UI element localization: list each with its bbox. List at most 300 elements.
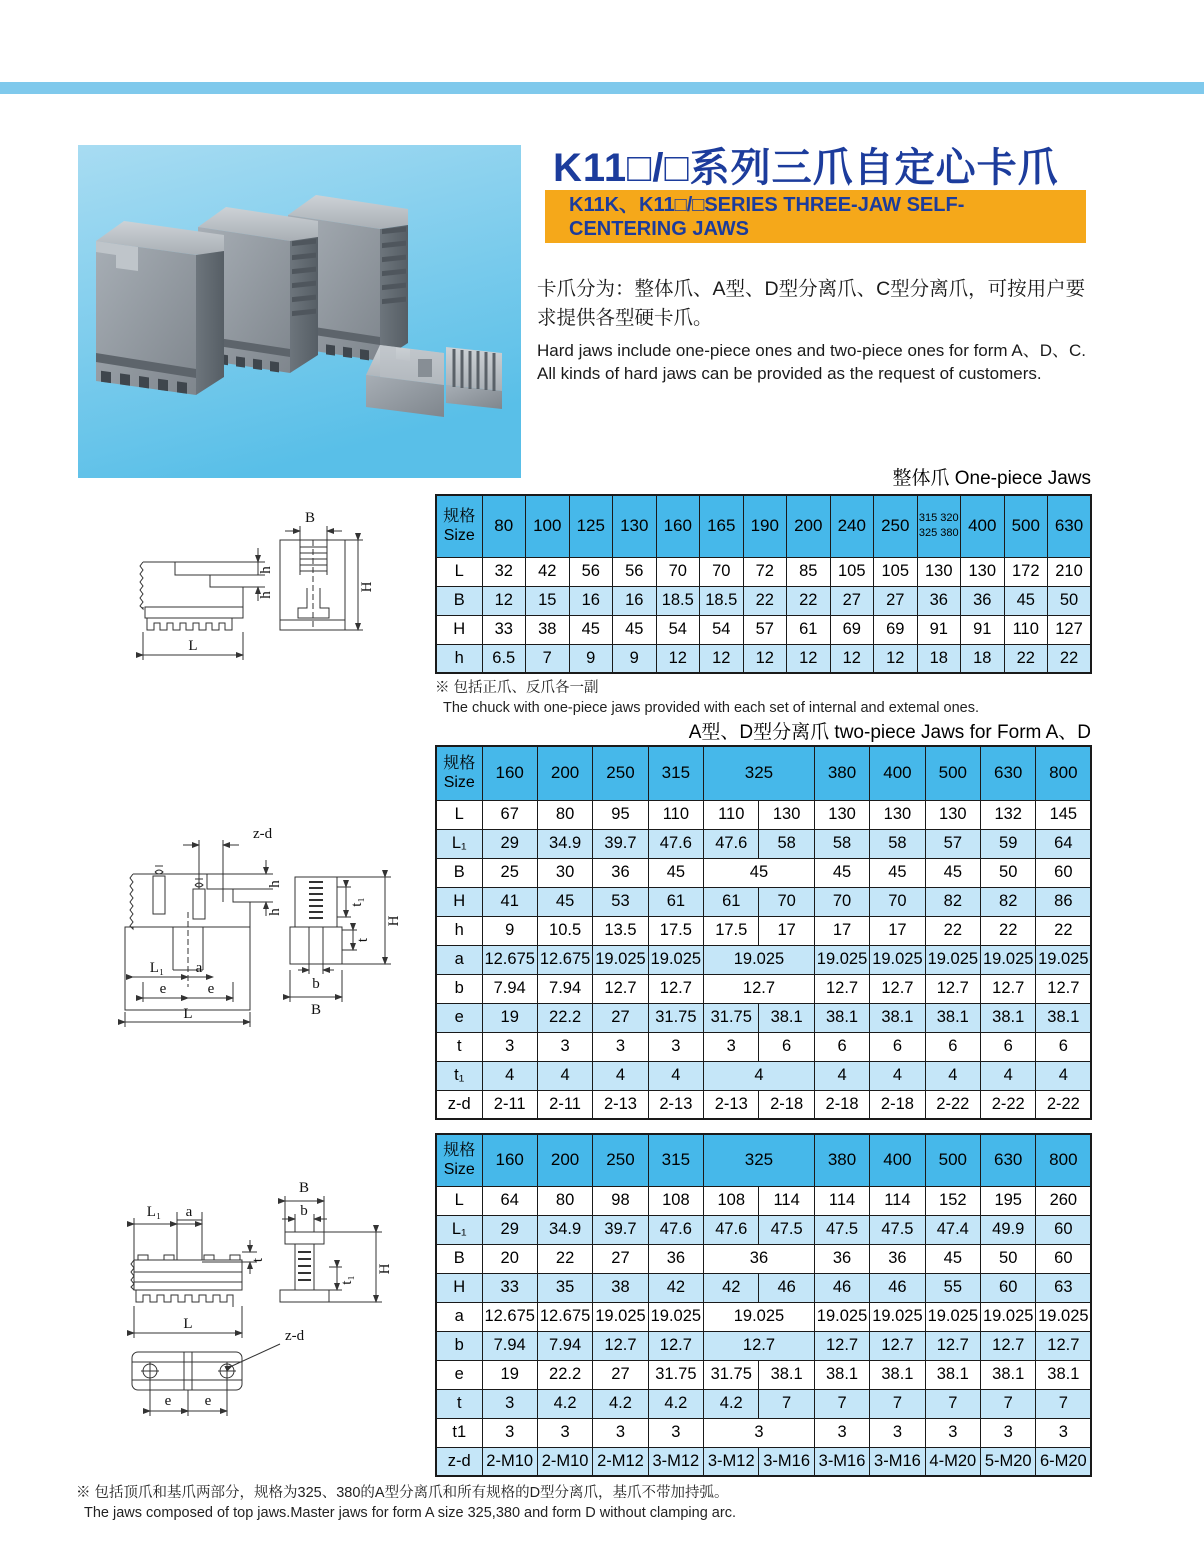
size-column-header: 630 — [981, 746, 1036, 800]
table-cell: 3-M16 — [814, 1447, 869, 1476]
table-cell: 17 — [759, 916, 814, 945]
size-column-header: 325 — [704, 1134, 815, 1186]
table-row — [436, 1215, 1091, 1244]
size-column-header: 500 — [1004, 495, 1048, 557]
svg-text:z-d: z-d — [285, 1328, 305, 1344]
table-cell: 70 — [656, 557, 700, 586]
size-column-header: 80 — [482, 495, 526, 557]
table-cell: 39.7 — [593, 1215, 648, 1244]
table-cell: 114 — [814, 1186, 869, 1215]
row-label: L — [436, 800, 482, 829]
table-cell: 67 — [482, 800, 537, 829]
table-cell: 4 — [704, 1061, 815, 1090]
table-cell: 172 — [1004, 557, 1048, 586]
table-cell: 27 — [593, 1003, 648, 1032]
table-row — [436, 1447, 1091, 1476]
size-column-header: 325 — [704, 746, 815, 800]
table-cell: 2-M10 — [537, 1447, 592, 1476]
svg-text:b: b — [300, 1203, 308, 1219]
table-cell: 17 — [870, 916, 925, 945]
size-column-header: 500 — [925, 746, 980, 800]
size-header-cell: 规格 Size — [436, 495, 482, 557]
table-cell: 6 — [814, 1032, 869, 1061]
svg-text:z-d: z-d — [253, 826, 273, 842]
table-cell: 9 — [482, 916, 537, 945]
table-cell: 12.7 — [704, 1331, 815, 1360]
size-column-header: 100 — [526, 495, 570, 557]
two-piece-jaws-form-d-table — [435, 1133, 1092, 1477]
table-cell: 45 — [814, 858, 869, 887]
table-cell: 47.6 — [704, 1215, 759, 1244]
table-cell: 31.75 — [704, 1003, 759, 1032]
table-cell: 47.5 — [870, 1215, 925, 1244]
table-row — [436, 1186, 1091, 1215]
bottom-note: ※ 包括顶爪和基爪两部分，规格为325、380的A型分离爪和所有规格的D型分离爪，基爪不带加持弧。 The jaws composed of top jaws.Master jaws for form A size 325,380 and form D without clamping arc. — [76, 1485, 736, 1522]
row-label: H — [436, 615, 482, 644]
table-cell: 45 — [870, 858, 925, 887]
table-cell: 12.675 — [482, 945, 537, 974]
table-cell: 15 — [526, 586, 570, 615]
table-cell: 64 — [482, 1186, 537, 1215]
table-cell: 38 — [526, 615, 570, 644]
size-column-header: 160 — [482, 746, 537, 800]
table-cell: 4 — [925, 1061, 980, 1090]
table-cell: 2-18 — [814, 1090, 869, 1119]
table-cell: 110 — [648, 800, 703, 829]
table-cell: 152 — [925, 1186, 980, 1215]
table-cell: 55 — [925, 1273, 980, 1302]
svg-text:t: t — [250, 1257, 266, 1263]
table-cell: 56 — [569, 557, 613, 586]
table-cell: 12.7 — [925, 974, 980, 1003]
svg-text:t₁: t₁ — [339, 1275, 355, 1285]
table-cell: 5-M20 — [981, 1447, 1036, 1476]
table-cell: 12.7 — [593, 1331, 648, 1360]
table-cell: 45 — [925, 858, 980, 887]
size-column-header: 380 — [814, 1134, 869, 1186]
table-cell: 25 — [482, 858, 537, 887]
table-cell: 38.1 — [759, 1360, 814, 1389]
table-cell: 17 — [814, 916, 869, 945]
table-row — [436, 858, 1091, 887]
table-cell: 31.75 — [648, 1360, 703, 1389]
svg-text:L: L — [183, 1316, 193, 1332]
table-cell: 3 — [482, 1032, 537, 1061]
one-piece-table-mount — [435, 494, 1092, 674]
table-cell: 27 — [830, 586, 874, 615]
table-row — [436, 1331, 1091, 1360]
size-column-header: 130 — [613, 495, 657, 557]
table-cell: 2-22 — [1036, 1090, 1091, 1119]
size-column-header: 190 — [743, 495, 787, 557]
row-label: L₁ — [436, 829, 482, 858]
table-cell: 3-M12 — [648, 1447, 703, 1476]
svg-text:e: e — [204, 1393, 212, 1409]
table-cell: 19.025 — [925, 945, 980, 974]
table-row — [436, 974, 1091, 1003]
table-cell: 36 — [814, 1244, 869, 1273]
table-cell: 38.1 — [814, 1360, 869, 1389]
table-cell: 34.9 — [537, 1215, 592, 1244]
table-cell: 45 — [1004, 586, 1048, 615]
table-cell: 60 — [981, 1273, 1036, 1302]
table-cell: 12 — [787, 644, 831, 673]
size-column-header: 400 — [870, 746, 925, 800]
table-cell: 69 — [830, 615, 874, 644]
one-piece-jaws-table — [435, 494, 1092, 674]
table-cell: 12 — [874, 644, 918, 673]
table-cell: 3 — [981, 1418, 1036, 1447]
table-cell: 19.025 — [814, 1302, 869, 1331]
table-cell: 12.7 — [870, 1331, 925, 1360]
size-column-header: 500 — [925, 1134, 980, 1186]
table-cell: 50 — [1048, 586, 1092, 615]
table-cell: 82 — [981, 887, 1036, 916]
table-cell: 145 — [1036, 800, 1091, 829]
table-cell: 2-11 — [482, 1090, 537, 1119]
page-title: K11□/□系列三爪自定心卡爪 — [553, 146, 1059, 190]
table-cell: 19 — [482, 1003, 537, 1032]
table-cell: 22 — [1048, 644, 1092, 673]
two-piece-jaw-form-ad-drawing — [95, 812, 440, 1040]
table-cell: 12.7 — [981, 1331, 1036, 1360]
table-cell: 4 — [1036, 1061, 1091, 1090]
table-cell: 7.94 — [537, 1331, 592, 1360]
svg-text:e: e — [159, 981, 167, 997]
table-cell: 3-M16 — [759, 1447, 814, 1476]
table-cell: 7 — [1036, 1389, 1091, 1418]
table-row — [436, 1244, 1091, 1273]
table-row — [436, 916, 1091, 945]
table-cell: 3 — [593, 1032, 648, 1061]
table-cell: 132 — [981, 800, 1036, 829]
table-cell: 29 — [482, 829, 537, 858]
size-column-header: 125 — [569, 495, 613, 557]
row-label: a — [436, 1302, 482, 1331]
table-cell: 9 — [613, 644, 657, 673]
table-cell: 130 — [917, 557, 961, 586]
table-cell: 19.025 — [981, 945, 1036, 974]
table-cell: 7 — [981, 1389, 1036, 1418]
table-cell: 7 — [870, 1389, 925, 1418]
table-cell: 58 — [814, 829, 869, 858]
table-cell: 18 — [917, 644, 961, 673]
table-cell: 33 — [482, 1273, 537, 1302]
table-cell: 4 — [981, 1061, 1036, 1090]
row-label: t₁ — [436, 1061, 482, 1090]
table-cell: 12.7 — [648, 1331, 703, 1360]
table-cell: 3 — [925, 1418, 980, 1447]
table-cell: 12.7 — [925, 1331, 980, 1360]
table-row — [436, 1032, 1091, 1061]
size-column-header: 250 — [874, 495, 918, 557]
table-cell: 27 — [593, 1360, 648, 1389]
size-column-header: 200 — [787, 495, 831, 557]
size-column-header: 200 — [537, 1134, 592, 1186]
table-cell: 47.5 — [759, 1215, 814, 1244]
table-cell: 105 — [830, 557, 874, 586]
table-cell: 19.025 — [648, 945, 703, 974]
table-cell: 130 — [814, 800, 869, 829]
table-cell: 3 — [704, 1418, 815, 1447]
table-cell: 19.025 — [593, 1302, 648, 1331]
table-cell: 41 — [482, 887, 537, 916]
table-cell: 80 — [537, 800, 592, 829]
table-cell: 4 — [482, 1061, 537, 1090]
table-row — [436, 1061, 1091, 1090]
table-cell: 22 — [537, 1244, 592, 1273]
svg-text:a: a — [195, 960, 203, 976]
table-cell: 3 — [648, 1418, 703, 1447]
table-cell: 2-13 — [648, 1090, 703, 1119]
size-header-cell: 规格 Size — [436, 1134, 482, 1186]
size-column-header: 380 — [814, 746, 869, 800]
table-cell: 47.5 — [814, 1215, 869, 1244]
table-cell: 27 — [874, 586, 918, 615]
table-cell: 38.1 — [1036, 1360, 1091, 1389]
table-cell: 38.1 — [981, 1360, 1036, 1389]
table-cell: 31.75 — [704, 1360, 759, 1389]
table-cell: 38.1 — [759, 1003, 814, 1032]
table-cell: 50 — [981, 858, 1036, 887]
table-cell: 36 — [917, 586, 961, 615]
table-cell: 13.5 — [593, 916, 648, 945]
size-header-cell: 规格 Size — [436, 746, 482, 800]
row-label: L — [436, 1186, 482, 1215]
table-cell: 58 — [870, 829, 925, 858]
table-cell: 2-13 — [593, 1090, 648, 1119]
table-cell: 12.675 — [537, 945, 592, 974]
table-cell: 105 — [874, 557, 918, 586]
row-label: t — [436, 1032, 482, 1061]
table-cell: 18.5 — [656, 586, 700, 615]
table-cell: 3 — [482, 1389, 537, 1418]
table-cell: 12.7 — [1036, 1331, 1091, 1360]
size-column-header: 315 — [648, 1134, 703, 1186]
table-cell: 19.025 — [981, 1302, 1036, 1331]
row-label: a — [436, 945, 482, 974]
table-cell: 4-M20 — [925, 1447, 980, 1476]
series-banner — [545, 190, 1086, 243]
table-cell: 59 — [981, 829, 1036, 858]
table-cell: 12.7 — [981, 974, 1036, 1003]
table-cell: 60 — [1036, 1215, 1091, 1244]
one-piece-note: ※ 包括正爪、反爪各一副 The chuck with one-piece jaws provided with each set of internal and extemal ones. — [435, 680, 979, 717]
row-label: B — [436, 1244, 482, 1273]
svg-text:b: b — [312, 976, 320, 992]
table-cell: 57 — [743, 615, 787, 644]
table-cell: 7 — [526, 644, 570, 673]
row-label: b — [436, 1331, 482, 1360]
table-cell: 17.5 — [648, 916, 703, 945]
table-cell: 70 — [700, 557, 744, 586]
table-cell: 22 — [1036, 916, 1091, 945]
table-cell: 30 — [537, 858, 592, 887]
table-cell: 12.7 — [1036, 974, 1091, 1003]
table-cell: 38.1 — [870, 1003, 925, 1032]
table-cell: 114 — [759, 1186, 814, 1215]
table-cell: 7 — [759, 1389, 814, 1418]
table-cell: 22 — [787, 586, 831, 615]
table-cell: 38.1 — [814, 1003, 869, 1032]
svg-text:a: a — [185, 1204, 193, 1220]
table-cell: 34.9 — [537, 829, 592, 858]
two-piece-caption: A型、D型分离爪 two-piece Jaws for Form A、D — [688, 722, 1091, 743]
row-label: L₁ — [436, 1215, 482, 1244]
svg-text:L₁: L₁ — [149, 960, 165, 976]
one-piece-jaw-drawing — [95, 500, 440, 690]
table-row — [436, 1389, 1091, 1418]
row-label: t1 — [436, 1418, 482, 1447]
table-cell: 4 — [870, 1061, 925, 1090]
table-cell: 12.7 — [870, 974, 925, 1003]
table-cell: 19.025 — [704, 1302, 815, 1331]
table-row — [436, 1418, 1091, 1447]
table-cell: 260 — [1036, 1186, 1091, 1215]
table-cell: 12.7 — [648, 974, 703, 1003]
table-row — [436, 829, 1091, 858]
product-photo — [78, 145, 521, 478]
table-cell: 2-18 — [759, 1090, 814, 1119]
two-piece-jaw-form-d-drawing — [92, 1172, 444, 1430]
table-cell: 70 — [759, 887, 814, 916]
table-cell: 3 — [537, 1032, 592, 1061]
row-label: z-d — [436, 1447, 482, 1476]
table-cell: 110 — [1004, 615, 1048, 644]
table-cell: 3 — [1036, 1418, 1091, 1447]
table-cell: 4.2 — [704, 1389, 759, 1418]
svg-text:h: h — [258, 591, 274, 599]
table-cell: 7.94 — [482, 1331, 537, 1360]
table-cell: 47.6 — [648, 1215, 703, 1244]
row-label: t — [436, 1389, 482, 1418]
size-column-header: 315 — [648, 746, 703, 800]
table-cell: 16 — [569, 586, 613, 615]
table-cell: 4 — [537, 1061, 592, 1090]
table-cell: 110 — [704, 800, 759, 829]
table-cell: 70 — [870, 887, 925, 916]
table-cell: 22 — [981, 916, 1036, 945]
row-label: H — [436, 1273, 482, 1302]
table-cell: 130 — [870, 800, 925, 829]
svg-text:B: B — [310, 1002, 322, 1018]
table-cell: 56 — [613, 557, 657, 586]
table-cell: 2-M10 — [482, 1447, 537, 1476]
table-cell: 49.9 — [981, 1215, 1036, 1244]
table-cell: 18.5 — [700, 586, 744, 615]
table-row — [436, 1090, 1091, 1119]
row-label: B — [436, 586, 482, 615]
table-cell: 38.1 — [925, 1003, 980, 1032]
table-cell: 82 — [925, 887, 980, 916]
table-cell: 85 — [787, 557, 831, 586]
table-cell: 6 — [759, 1032, 814, 1061]
svg-text:e: e — [164, 1393, 172, 1409]
table-cell: 98 — [593, 1186, 648, 1215]
table-cell: 38.1 — [925, 1360, 980, 1389]
table-cell: 35 — [537, 1273, 592, 1302]
table-row — [436, 887, 1091, 916]
svg-text:H: H — [359, 581, 375, 593]
table-cell: 6 — [870, 1032, 925, 1061]
table-cell: 3 — [482, 1418, 537, 1447]
svg-text:h: h — [267, 880, 283, 888]
table-cell: 195 — [981, 1186, 1036, 1215]
table-cell: 3 — [870, 1418, 925, 1447]
table-cell: 12 — [656, 644, 700, 673]
table-row — [436, 1003, 1091, 1032]
table-cell: 6 — [981, 1032, 1036, 1061]
table-cell: 7 — [925, 1389, 980, 1418]
table-cell: 12.675 — [482, 1302, 537, 1331]
table-cell: 47.4 — [925, 1215, 980, 1244]
table-cell: 22 — [743, 586, 787, 615]
size-column-header: 160 — [656, 495, 700, 557]
row-label: e — [436, 1003, 482, 1032]
table-cell: 60 — [1036, 1244, 1091, 1273]
table-cell: 57 — [925, 829, 980, 858]
table-cell: 3 — [704, 1032, 759, 1061]
table-cell: 2-13 — [704, 1090, 759, 1119]
table-cell: 64 — [1036, 829, 1091, 858]
row-label: b — [436, 974, 482, 1003]
table-cell: 20 — [482, 1244, 537, 1273]
table-cell: 22.2 — [537, 1360, 592, 1389]
table-cell: 4 — [593, 1061, 648, 1090]
table-cell: 3-M16 — [870, 1447, 925, 1476]
size-column-header: 200 — [537, 746, 592, 800]
table-row — [436, 557, 1091, 586]
table-cell: 63 — [1036, 1273, 1091, 1302]
table-cell: 36 — [704, 1244, 815, 1273]
table-cell: 54 — [656, 615, 700, 644]
description-chinese: 卡爪分为：整体爪、A型、D型分离爪、C型分离爪，可按用户要求提供各型硬卡爪。 — [537, 278, 1086, 330]
table-cell: 22.2 — [537, 1003, 592, 1032]
table-cell: 46 — [870, 1273, 925, 1302]
table-cell: 29 — [482, 1215, 537, 1244]
row-label: h — [436, 916, 482, 945]
table-cell: 12.7 — [593, 974, 648, 1003]
table-cell: 4.2 — [593, 1389, 648, 1418]
table-cell: 38.1 — [1036, 1003, 1091, 1032]
table-cell: 38 — [593, 1273, 648, 1302]
table-cell: 31.75 — [648, 1003, 703, 1032]
table-cell: 130 — [925, 800, 980, 829]
table-cell: 45 — [704, 858, 815, 887]
table-row — [436, 800, 1091, 829]
table-cell: 19.025 — [648, 1302, 703, 1331]
top-divider-bar — [0, 82, 1204, 94]
table-cell: 12 — [700, 644, 744, 673]
table-cell: 108 — [704, 1186, 759, 1215]
description-english: Hard jaws include one-piece ones and two-piece ones for form A、D、C. All kinds of hard jaws can be provided as the request of customers. — [537, 341, 1086, 383]
table-cell: 22 — [925, 916, 980, 945]
table-row — [436, 615, 1091, 644]
table-cell: 4.2 — [648, 1389, 703, 1418]
table-cell: 6-M20 — [1036, 1447, 1091, 1476]
table-cell: 36 — [870, 1244, 925, 1273]
table-cell: 38.1 — [870, 1360, 925, 1389]
table-cell: 54 — [700, 615, 744, 644]
table-cell: 16 — [613, 586, 657, 615]
row-label: H — [436, 887, 482, 916]
table-cell: 45 — [925, 1244, 980, 1273]
table-cell: 3 — [648, 1032, 703, 1061]
table-cell: 45 — [613, 615, 657, 644]
table-cell: 47.6 — [648, 829, 703, 858]
one-piece-caption: 整体爪 One-piece Jaws — [892, 468, 1091, 489]
two-piece-jaws-form-a-d-table — [435, 745, 1092, 1120]
